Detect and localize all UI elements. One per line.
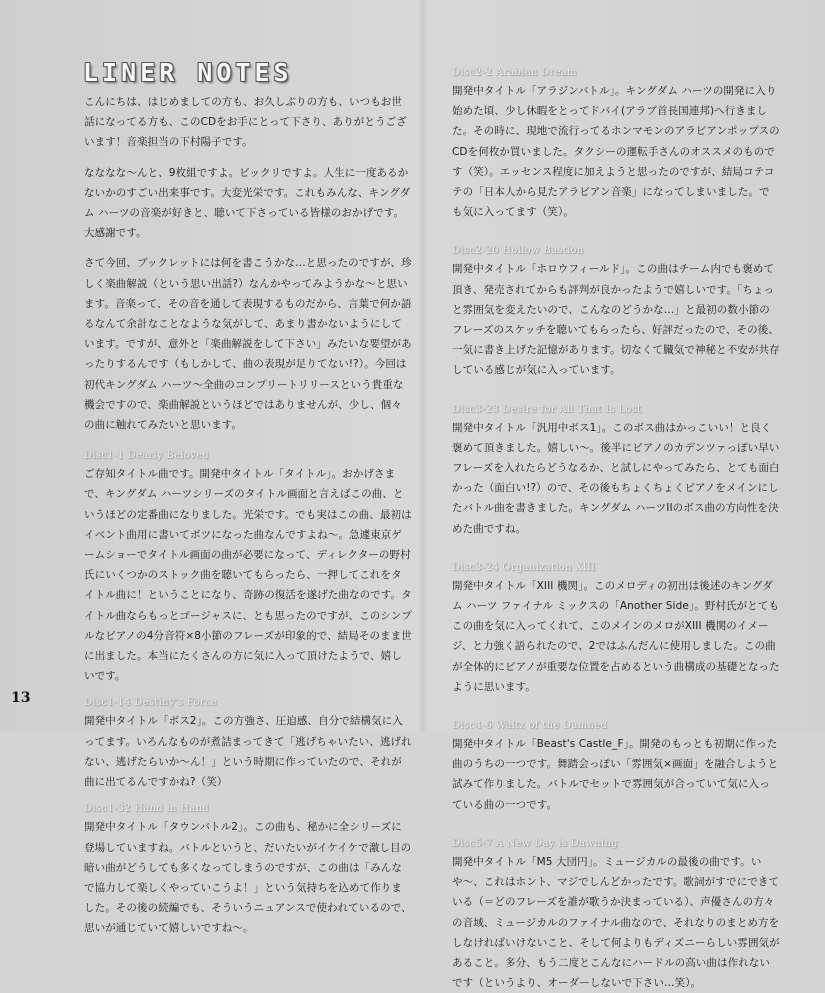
track-section-desire-for-all <box>452 401 780 539</box>
track-section-a-new-day-is-dawning <box>452 835 780 993</box>
track-heading: Disc3-24 Organization XIII <box>452 561 596 573</box>
track-description: 開発中タイトル「タウンバトル2」。この曲も、秘かに全シリーズに登場していますね。バトルというと、だいたいがイケイケで激し目の暗い曲がどうしても多くなってしまうのですが、この曲は「みんなで協力して楽しくやっていこうよ！」という気持ちを込めて作りました。その後の続編でも、そういうニュアンスで使われているので、思いが通じていて嬉しいですね〜。 <box>84 821 412 935</box>
track-heading: Disc2-2 Arabian Dream <box>452 67 577 78</box>
track-heading: Disc4-6 Waltz of the Damned <box>452 720 608 732</box>
track-heading: Disc1-1 Dearly Beloved <box>84 450 209 462</box>
track-section-destinys-force <box>84 694 412 792</box>
track-section-organization-xiii <box>452 559 780 697</box>
track-section-hand-in-hand <box>84 800 412 938</box>
track-section-arabian-dream <box>452 64 780 222</box>
track-heading: Disc5-7 A New Day is Dawning <box>452 837 618 849</box>
track-description: 開発中タイトル「XIII 機関」。このメロディの初出は後述のキングダム ハーツ ファイナル ミックスの「Another Side」。野村氏がとてもこの曲を気に入ってくれて、このメインのメロがXIII 機関のイメージ、と力強く語られたので、2ではふんだんに使用しました。この曲が全体的にピアノが重要な位置を占めるという曲構成の基礎となったように思います。 <box>452 579 780 693</box>
track-heading: Disc2-20 Hollow Bastion <box>452 245 584 257</box>
track-heading: Disc1-32 Hand in Hand <box>84 803 209 815</box>
track-section-dearly-beloved <box>84 447 412 686</box>
track-section-hollow-bastion <box>452 242 780 380</box>
track-heading: Disc1-14 Destiny's Force <box>84 697 217 709</box>
track-description: 開発中タイトル「M5 大団円」。ミュージカルの最後の曲です。いや〜、これはホント、マジでしんどかったです。歌詞がすでにできている（＝どのフレーズを誰が歌うか決まっている）、声優さんの方々の音域、ミュージカルのファイナル曲なので、それなりのまとめ方をしなければいけないこと、そして何よりもディズニーらしい雰囲気があること。多分、もう二度とこんなにハードルの高い曲は作れないです（というより、オーダーしないで下さい…笑）。 <box>452 855 780 990</box>
intro-paragraph-3: さて今回、ブックレットには何を書こうかな…と思ったのですが、珍しく楽曲解説（という思い出話?）なんかやってみようかな〜と思います。音楽って、その音を通して表現するものだから、言葉で何か語るなんて余計なことなような気がして、あまり書かないようにしています。ですが、意外と「楽曲解説をして下さい」みたいな要望があったりするんです（もしかして、曲の表現が足りてない!?）。今回は初代キングダム ハーツ〜全曲のコンプリートリリースという貴重な機会ですので、楽曲解説というほどではありませんが、少し、個々の曲に触れてみたいと思います。 <box>84 257 412 432</box>
left-column <box>84 92 412 939</box>
page-title: LINER NOTES <box>83 58 293 87</box>
book-spine <box>418 0 428 732</box>
track-description: ご存知タイトル曲です。開発中タイトル「タイトル」。おかげさまで、キングダム ハーツシリーズのタイトル画面と言えばこの曲、というほどの定番曲になりました。光栄です。でも実はこの曲、最初はイベント曲用に書いてボツになった曲なんですよね〜。急遽東京ゲームショーでタイトル画面の曲が必要になって、ディレクターの野村氏にいくつかのストック曲を聴いてもらったら、一押してこれをタイトル曲に！ということになり、奇跡の復活を遂げた曲なのです。タイトル曲ならもっとゴージャスに、とも思ったのですが、このシンプルなピアノの4分音符×8小節のフレーズが印象的で、結局そのまま世に出ました。本当にたくさんの方に気に入って頂けたようで、嬉しいです。 <box>84 468 412 683</box>
page-number: 13 <box>11 690 31 706</box>
track-heading: Disc3-23 Desire for All That Is Lost <box>452 403 642 415</box>
track-description: 開発中タイトル「汎用中ボス1」。このボス曲はかっこいい！と良く褒めて頂きました。嬉しい〜。後半にピアノのカデンツァっぽい早いフレーズを入れたらどうなるか、と試しにやってみたら、とても面白かった（面白い!?）ので、その後もちょくちょくピアノをメインにしたバトル曲を書きました。キングダム ハーツIIのボス曲の方向性を決めた曲ですね。 <box>452 421 780 535</box>
track-description: 開発中タイトル「ボス2」。この方強さ、圧迫感、自分で結構気に入ってます。いろんなものが煮詰まってきて「逃げちゃいたい、逃げれない、逃げたらいか〜ん！」という時期に作っていたので、それが曲に出てるんですかね?（笑） <box>84 715 412 789</box>
track-description: 開発中タイトル「アラジンバトル」。キングダム ハーツの開発に入り始めた頃、少し休暇をとってドバイ(アラブ首長国連邦)へ行きました。その時に、現地で流行ってるホンマモンのアラビアンポップスのCDを何枚か買いました。タクシーの運転手さんのオススメのものです（笑）。エッセンス程度に加えようと思ったのですが、結局コテコテの「日本人から見たアラビアン音楽」になってしまいました。でも気に入ってます（笑）。 <box>452 85 780 219</box>
intro-paragraph-2: なななな〜んと、9枚組ですよ。ビックリですよ。人生に一度あるかないかのすごい出来事です。大変光栄です。これもみんな、キングダム ハーツの音楽が好きと、聴いて下さっている皆様のおかげです。大感謝です。 <box>84 166 411 240</box>
right-column <box>452 64 780 993</box>
intro-paragraph-1: こんにちは、はじめましての方も、お久しぶりの方も、いつもお世話になってる方も、このCDをお手にとって下さり、ありがとうございます！音楽担当の下村陽子です。 <box>84 96 407 149</box>
track-description: 開発中タイトル「ホロウフィールド」。この曲はチーム内でも褒めて頂き、発売されてからも評判が良かったようで嬉しいです。「ちょっと雰囲気を変えたいので、こんなのどうかな…」と最初の数小節のフレーズのスケッチを聴いてもらったら、好評だったので、その後、一気に書き上げた記憶があります。切なくて臓気で神秘と不安が共存している感じが気に入っています。 <box>452 263 780 377</box>
track-description: 開発中タイトル「Beast's Castle_F」。開発のもっとも初期に作った曲のうちの一つです。舞踏会っぽい「雰囲気×画面」を融合しようと試みて作りました。バトルでセットで雰囲気が合っていて気に入っている曲の一つです。 <box>452 738 779 811</box>
